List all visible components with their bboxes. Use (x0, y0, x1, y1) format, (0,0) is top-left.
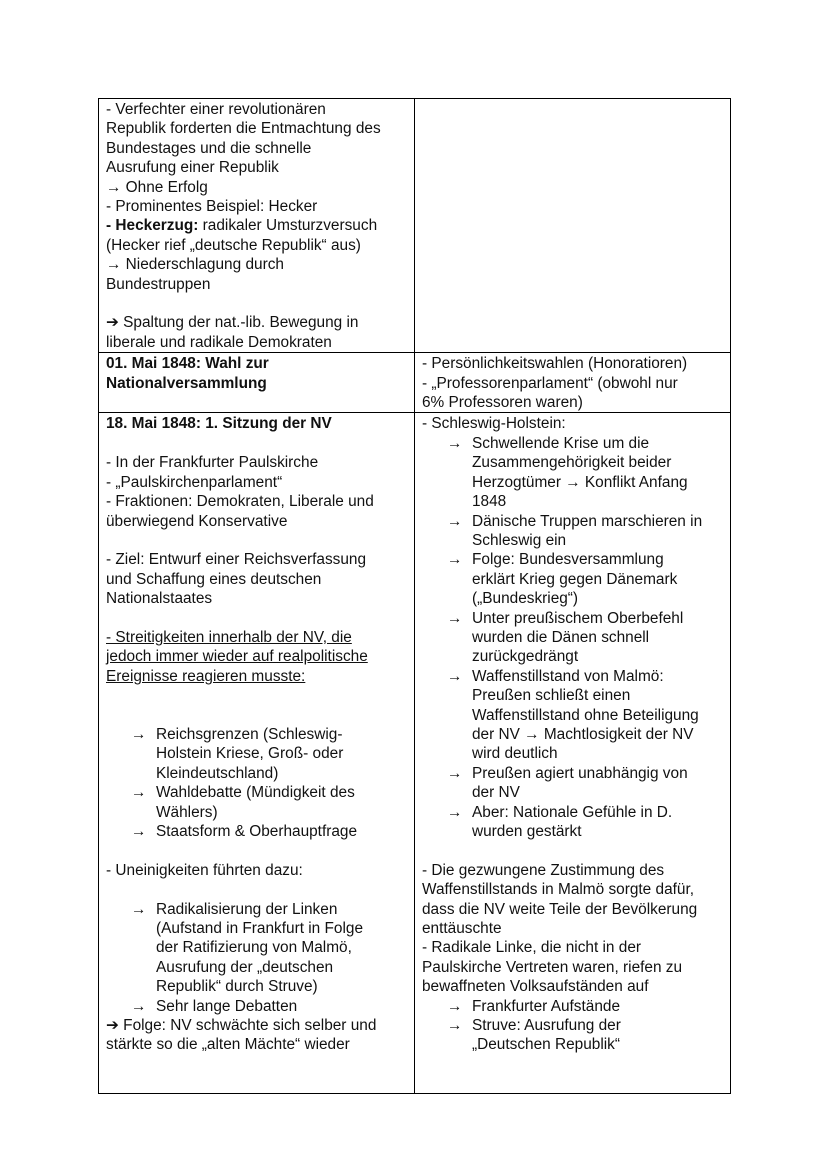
spacer (106, 706, 407, 725)
text-line: - Verfechter einer revolutionären (106, 101, 326, 118)
text-line: (Hecker rief „deutsche Republik“ aus) (106, 236, 361, 254)
arrow-icon: → (447, 609, 463, 627)
text-line: Bundestruppen (106, 275, 211, 293)
text-line: - In der Frankfurter Paulskirche (106, 454, 319, 472)
list-text: Radikalisierung der Linken (156, 900, 338, 918)
text-line: ➔ Spaltung der nat.-lib. Bewegung in (106, 314, 359, 332)
list-text: Schleswig ein (472, 531, 567, 549)
spacer (106, 434, 407, 453)
list-text: (Aufstand in Frankfurt in Folge (156, 919, 364, 937)
list-text: Dänische Truppen marschieren in (472, 512, 703, 530)
text-line: stärkte so die „alten Mächte“ wieder (106, 1036, 350, 1054)
table-row (99, 413, 731, 1094)
heckerzug-line (106, 216, 407, 235)
arrow-icon: → (447, 551, 463, 569)
list-text: der NV → Machtlosigkeit der NV (472, 725, 694, 743)
list-text: 1848 (472, 493, 507, 511)
text-line: 6% Professoren waren) (422, 394, 583, 412)
table-row (99, 353, 731, 413)
table-cell-right (415, 353, 731, 413)
list-item (422, 550, 723, 608)
list-item (422, 803, 723, 842)
list-item (422, 1016, 723, 1055)
list-text: „Deutschen Republik“ (472, 1036, 620, 1054)
underlined-line: - Streitigkeiten innerhalb der NV, die (106, 628, 352, 646)
list-text: Frankfurter Aufstände (472, 997, 620, 1015)
text-line: - „Paulskirchenparlament“ (106, 473, 283, 491)
list-text: Republik“ durch Struve) (156, 978, 318, 996)
list-text: Zusammengehörigkeit beider (472, 454, 672, 472)
list-text: Preußen schließt einen (472, 687, 631, 705)
underlined-line: jedoch immer wieder auf realpolitische (106, 648, 368, 666)
text-line: - Ziel: Entwurf einer Reichsverfassung (106, 551, 367, 569)
text-line: Waffenstillstands in Malmö sorgte dafür, (422, 881, 695, 899)
list-text: Unter preußischem Oberbefehl (472, 609, 684, 627)
spacer (106, 531, 407, 550)
text-line: Nationalstaates (106, 590, 213, 608)
spacer (106, 609, 407, 628)
list-text: Herzogtümer → Konflikt Anfang (472, 473, 688, 491)
list-text: Folge: Bundesversammlung (472, 551, 664, 569)
list-text: Aber: Nationale Gefühle in D. (472, 803, 673, 821)
list-text: der NV (472, 784, 520, 802)
text-line: bewaffneten Volksaufständen auf (422, 978, 649, 996)
list-text: Ausrufung der „deutschen (156, 958, 334, 976)
list-item (422, 997, 723, 1016)
text-fragment: radikaler Umsturzversuch (198, 217, 378, 235)
list-text: Schwellende Krise um die (472, 434, 650, 452)
text-line: enttäuschte (422, 920, 502, 938)
list-item (106, 783, 407, 822)
text-line: - Persönlichkeitswahlen (Honoratioren) (422, 355, 688, 373)
arrow-icon: → (447, 997, 463, 1015)
arrow-icon: → (131, 900, 147, 918)
list-text: Preußen agiert unabhängig von (472, 764, 688, 782)
text-line: liberale und radikale Demokraten (106, 333, 332, 351)
list-text: der Ratifizierung von Malmö, (156, 939, 352, 957)
arrow-icon: → (131, 822, 147, 840)
text-line: → Ohne Erfolg (106, 178, 208, 196)
table-row (99, 99, 731, 353)
list-item (422, 512, 723, 551)
arrow-icon: → (131, 784, 147, 802)
list-text: Staatsform & Oberhauptfrage (156, 822, 358, 840)
text-line: - Schleswig-Holstein: (422, 415, 566, 433)
list-text: Wahldebatte (Mündigkeit des (156, 784, 355, 802)
arrow-icon: → (447, 667, 463, 685)
text-line: - Fraktionen: Demokraten, Liberale und (106, 493, 374, 511)
text-line: → Niederschlagung durch (106, 256, 284, 274)
list-text: zurückgedrängt (472, 648, 579, 666)
underlined-line: Ereignisse reagieren musste: (106, 667, 306, 685)
notes-table (98, 98, 731, 1094)
list-item (106, 822, 407, 841)
list-text: wird deutlich (472, 745, 558, 763)
spacer (106, 841, 407, 860)
text-line: - Radikale Linke, die nicht in der (422, 939, 642, 957)
table-cell-right (415, 413, 731, 1094)
text-line: dass die NV weite Teile der Bevölkerung (422, 900, 698, 918)
arrow-icon: → (447, 434, 463, 452)
text-line: - „Professorenparlament“ (obwohl nur (422, 374, 678, 392)
spacer (106, 294, 407, 313)
section-title: Nationalversammlung (106, 374, 267, 392)
list-text: Holstein Kriese, Groß- oder (156, 745, 344, 763)
list-text: („Bundeskrieg“) (472, 590, 579, 608)
text-line: - Prominentes Beispiel: Hecker (106, 198, 318, 216)
table-cell-left (99, 413, 415, 1094)
spacer (106, 686, 407, 705)
arrow-icon: → (447, 1017, 463, 1035)
section-title: 18. Mai 1848: 1. Sitzung der NV (106, 415, 332, 433)
list-text: erklärt Krieg gegen Dänemark (472, 570, 678, 588)
list-item (422, 667, 723, 764)
arrow-icon: → (447, 803, 463, 821)
list-text: Kleindeutschland) (156, 764, 279, 782)
list-text: Reichsgrenzen (Schleswig- (156, 725, 343, 743)
table-cell-left (99, 99, 415, 353)
list-item (106, 900, 407, 997)
list-item (106, 725, 407, 783)
table-cell-right (415, 99, 731, 353)
text-line: und Schaffung eines deutschen (106, 570, 322, 588)
heckerzug-term: - Heckerzug: (106, 217, 199, 235)
table-cell-left (99, 353, 415, 413)
list-item (106, 997, 407, 1016)
list-item (422, 434, 723, 512)
text-line: ➔ Folge: NV schwächte sich selber und (106, 1016, 377, 1034)
list-text: wurden gestärkt (472, 823, 582, 841)
list-item (422, 764, 723, 803)
list-text: Wählers) (156, 803, 218, 821)
list-text: wurden die Dänen schnell (472, 628, 650, 646)
list-item (422, 609, 723, 667)
list-text: Struve: Ausrufung der (472, 1017, 621, 1035)
arrow-icon: → (447, 764, 463, 782)
text-line: Bundestages und die schnelle (106, 139, 312, 157)
list-text: Waffenstillstand ohne Beteiligung (472, 706, 699, 724)
text-line: Ausrufung einer Republik (106, 159, 279, 177)
text-line: Paulskirche Vertreten waren, riefen zu (422, 958, 683, 976)
list-text: Waffenstillstand von Malmö: (472, 667, 664, 685)
section-title: 01. Mai 1848: Wahl zur (106, 355, 269, 373)
text-line: - Uneinigkeiten führten dazu: (106, 861, 303, 879)
arrow-icon: → (131, 725, 147, 743)
arrow-icon: → (447, 512, 463, 530)
text-line: Republik forderten die Entmachtung des (106, 120, 381, 138)
arrow-icon: → (131, 997, 147, 1015)
text-line: überwiegend Konservative (106, 512, 288, 530)
spacer (422, 841, 723, 860)
text-line: - Die gezwungene Zustimmung des (422, 861, 665, 879)
list-text: Sehr lange Debatten (156, 997, 298, 1015)
spacer (106, 880, 407, 899)
